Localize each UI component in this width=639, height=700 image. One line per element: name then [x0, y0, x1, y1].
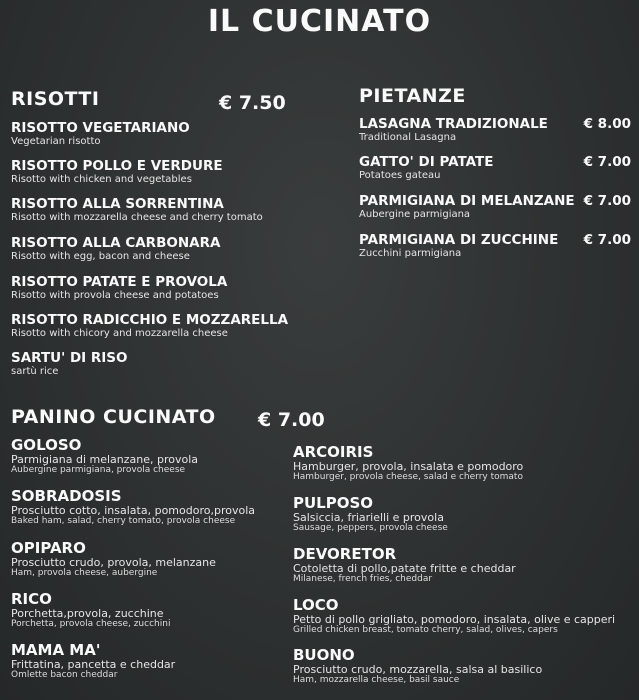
risotti-heading: RISOTTI	[11, 88, 100, 110]
item-translation: Omlette bacon cheddar	[11, 670, 118, 680]
item-name: GOLOSO	[11, 436, 82, 454]
item-description: Risotto with mozzarella cheese and cherry tomato	[11, 211, 263, 223]
item-translation: Hamburger, provola cheese, salad e cherry tomato	[293, 472, 523, 482]
item-translation: Baked ham, salad, cherry tomato, provola cheese	[11, 516, 236, 526]
item-name: BUONO	[293, 646, 355, 664]
item-description: Salsiccia, friarielli e provola	[293, 511, 444, 524]
item-description: Prosciutto crudo, provola, melanzane	[11, 556, 216, 569]
item-description: Porchetta,provola, zucchine	[11, 607, 164, 620]
item-name: RISOTTO ALLA SORRENTINA	[11, 196, 224, 212]
item-price: € 7.00	[583, 154, 631, 170]
item-name: RISOTTO VEGETARIANO	[11, 120, 190, 136]
item-name: PARMIGIANA DI ZUCCHINE	[359, 232, 559, 248]
item-name: RISOTTO PATATE E PROVOLA	[11, 274, 228, 290]
item-description: Risotto with chicken and vegetables	[11, 173, 192, 185]
item-name: RISOTTO POLLO E VERDURE	[11, 158, 223, 174]
item-description: Zucchini parmigiana	[359, 247, 462, 259]
item-description: Risotto with egg, bacon and cheese	[11, 250, 190, 262]
item-name: MAMA MA'	[11, 641, 101, 659]
item-name: SOBRADOSIS	[11, 487, 122, 505]
item-translation: Milanese, french fries, cheddar	[293, 574, 433, 584]
item-name: GATTO' DI PATATE	[359, 154, 494, 170]
panino-heading: PANINO CUCINATO	[11, 406, 216, 428]
item-translation: Ham, mozzarella cheese, basil sauce	[293, 675, 460, 685]
item-translation: Porchetta, provola cheese, zucchini	[11, 619, 171, 629]
item-name: RICO	[11, 590, 52, 608]
risotto-item	[11, 237, 220, 262]
risotto-item	[11, 160, 223, 185]
item-description: Petto di pollo grigliato, pomodoro, insalata, olive e capperi	[293, 613, 616, 626]
panino-item	[293, 445, 523, 482]
item-description: Cotoletta di pollo,patate fritte e cheddar	[293, 562, 516, 575]
panino-item	[293, 496, 448, 533]
risotti-price: € 7.50	[219, 92, 286, 114]
item-description: Prosciutto crudo, mozzarella, salsa al basilico	[293, 663, 543, 676]
risotto-item	[11, 276, 227, 301]
item-name: OPIPARO	[11, 539, 86, 557]
item-translation: Aubergine parmigiana, provola cheese	[11, 465, 186, 475]
item-description: Prosciutto cotto, insalata, pomodoro,provola	[11, 504, 255, 517]
panino-item	[11, 489, 255, 526]
item-name: ARCOIRIS	[293, 443, 374, 461]
panino-item	[293, 598, 615, 635]
panino-item	[293, 547, 516, 584]
risotto-item	[11, 352, 128, 377]
item-description: Risotto with chicory and mozzarella cheese	[11, 327, 228, 339]
item-price: € 7.00	[583, 232, 631, 248]
item-price: € 8.00	[583, 116, 631, 132]
pietanze-item	[359, 195, 631, 220]
item-description: Frittatina, pancetta e cheddar	[11, 658, 176, 671]
item-name: PARMIGIANA DI MELANZANE	[359, 193, 575, 209]
item-name: SARTU' DI RISO	[11, 350, 128, 366]
risotto-item	[11, 198, 263, 223]
panino-item	[11, 643, 175, 680]
pietanze-item	[359, 156, 631, 181]
panino-item	[11, 592, 170, 629]
pietanze-heading: PIETANZE	[359, 85, 466, 107]
panino-item	[11, 541, 216, 578]
item-description: Traditional Lasagna	[359, 131, 457, 143]
item-description: Vegetarian risotto	[11, 135, 101, 147]
item-name: LASAGNA TRADIZIONALE	[359, 116, 548, 132]
item-description: Potatoes gateau	[359, 169, 441, 181]
pietanze-item	[359, 234, 631, 259]
panino-item	[293, 648, 542, 685]
item-description: Risotto with provola cheese and potatoes	[11, 289, 219, 301]
item-price: € 7.00	[583, 193, 631, 209]
panino-item	[11, 438, 198, 475]
menu-title: IL CUCINATO	[207, 4, 432, 39]
item-translation: Grilled chicken breast, tomato cherry, salad, olives, capers	[293, 625, 558, 635]
item-description: sartù rice	[11, 365, 59, 377]
item-description: Hamburger, provola, insalata e pomodoro	[293, 460, 524, 473]
item-name: RISOTTO RADICCHIO E MOZZARELLA	[11, 312, 289, 328]
item-translation: Ham, provola cheese, aubergine	[11, 568, 158, 578]
risotto-item	[11, 122, 190, 147]
item-name: DEVORETOR	[293, 545, 397, 563]
panino-price: € 7.00	[258, 409, 325, 431]
item-name: RISOTTO ALLA CARBONARA	[11, 235, 221, 251]
item-name: PULPOSO	[293, 494, 374, 512]
item-name: LOCO	[293, 596, 339, 614]
item-description: Parmigiana di melanzane, provola	[11, 453, 199, 466]
item-translation: Sausage, peppers, provola cheese	[293, 523, 448, 533]
risotto-item	[11, 314, 288, 339]
item-description: Aubergine parmigiana	[359, 208, 471, 220]
pietanze-item	[359, 118, 631, 143]
